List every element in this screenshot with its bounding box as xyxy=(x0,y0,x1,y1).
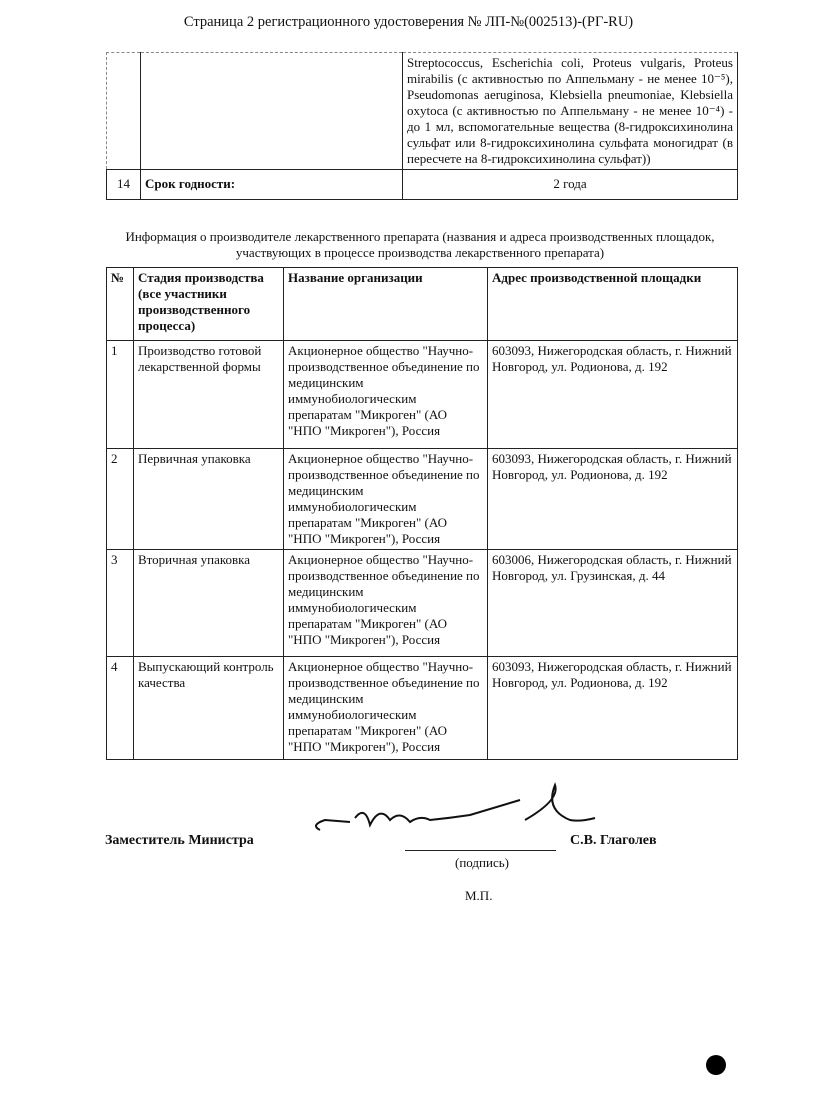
composition-continuation: Streptococcus, Escherichia coli, Proteus vulgaris, Proteus mirabilis (с активностью по Аппельману - не менее 10⁻⁵), Pseudomonas aeruginosa, Klebsiella pneumoniae, Klebsiella oxytoca (с активностью по Аппельману - не менее 10⁻⁴) - до 1 мл, вспомогательные вещества (8-гидроксихинолина сульфат или 8-гидроксихинолина сульфата моногидрат (в пересчете на 8-гидроксихинолина сульфат)) xyxy=(403,53,738,170)
row-number: 14 xyxy=(107,170,141,200)
column-header: Стадия производства (все участники производственного процесса) xyxy=(134,268,284,341)
page-header: Страница 2 регистрационного удостоверения № ЛП-№(002513)-(РГ-RU) xyxy=(183,14,634,30)
seal-label: М.П. xyxy=(465,888,493,903)
column-header: Название организации xyxy=(284,268,488,341)
table-row: 2 Первичная упаковка Акционерное общество "Научно-производственное объединение по медицинским иммунобиологическим препаратам "Микроген" (АО "НПО "Микроген"), Россия 603093, Нижегородская область, г. Нижний Новгород, ул. Родионова, д. 192 xyxy=(107,449,738,550)
manufacturer-table xyxy=(106,267,738,760)
shelf-life-label: Срок годности: xyxy=(141,170,403,200)
composition-table xyxy=(106,52,738,200)
column-header: Адрес производственной площадки xyxy=(488,268,738,341)
signatory-name: С.В. Глаголев xyxy=(570,833,657,848)
table-header-row xyxy=(107,268,738,341)
column-header: № xyxy=(107,268,134,341)
signature-line xyxy=(405,850,556,851)
table-row xyxy=(107,170,738,200)
handwritten-signature xyxy=(310,780,610,850)
signatory-position: Заместитель Министра xyxy=(105,833,254,848)
black-dot-mark xyxy=(706,1055,726,1075)
table-row: 1 Производство готовой лекарственной формы Акционерное общество "Научно-производственное объединение по медицинским иммунобиологическим препаратам "Микроген" (АО "НПО "Микроген"), Россия 603093, Нижегородская область, г. Нижний Новгород, ул. Родионова, д. 192 xyxy=(107,341,738,449)
shelf-life-value: 2 года xyxy=(403,170,738,200)
table-row: 3 Вторичная упаковка Акционерное общество "Научно-производственное объединение по медицинским иммунобиологическим препаратам "Микроген" (АО "НПО "Микроген"), Россия 603006, Нижегородская область, г. Нижний Новгород, ул. Грузинская, д. 44 xyxy=(107,550,738,657)
manufacturer-info-title: Информация о производителе лекарственного препарата (названия и адреса производственных площадок, участвующих в процессе производства лекарственного препарата) xyxy=(125,229,715,260)
table-row xyxy=(107,53,738,170)
signature-caption: (подпись) xyxy=(455,855,509,870)
table-row: 4 Выпускающий контроль качества Акционерное общество "Научно-производственное объединение по медицинским иммунобиологическим препаратам "Микроген" (АО "НПО "Микроген"), Россия 603093, Нижегородская область, г. Нижний Новгород, ул. Родионова, д. 192 xyxy=(107,657,738,760)
